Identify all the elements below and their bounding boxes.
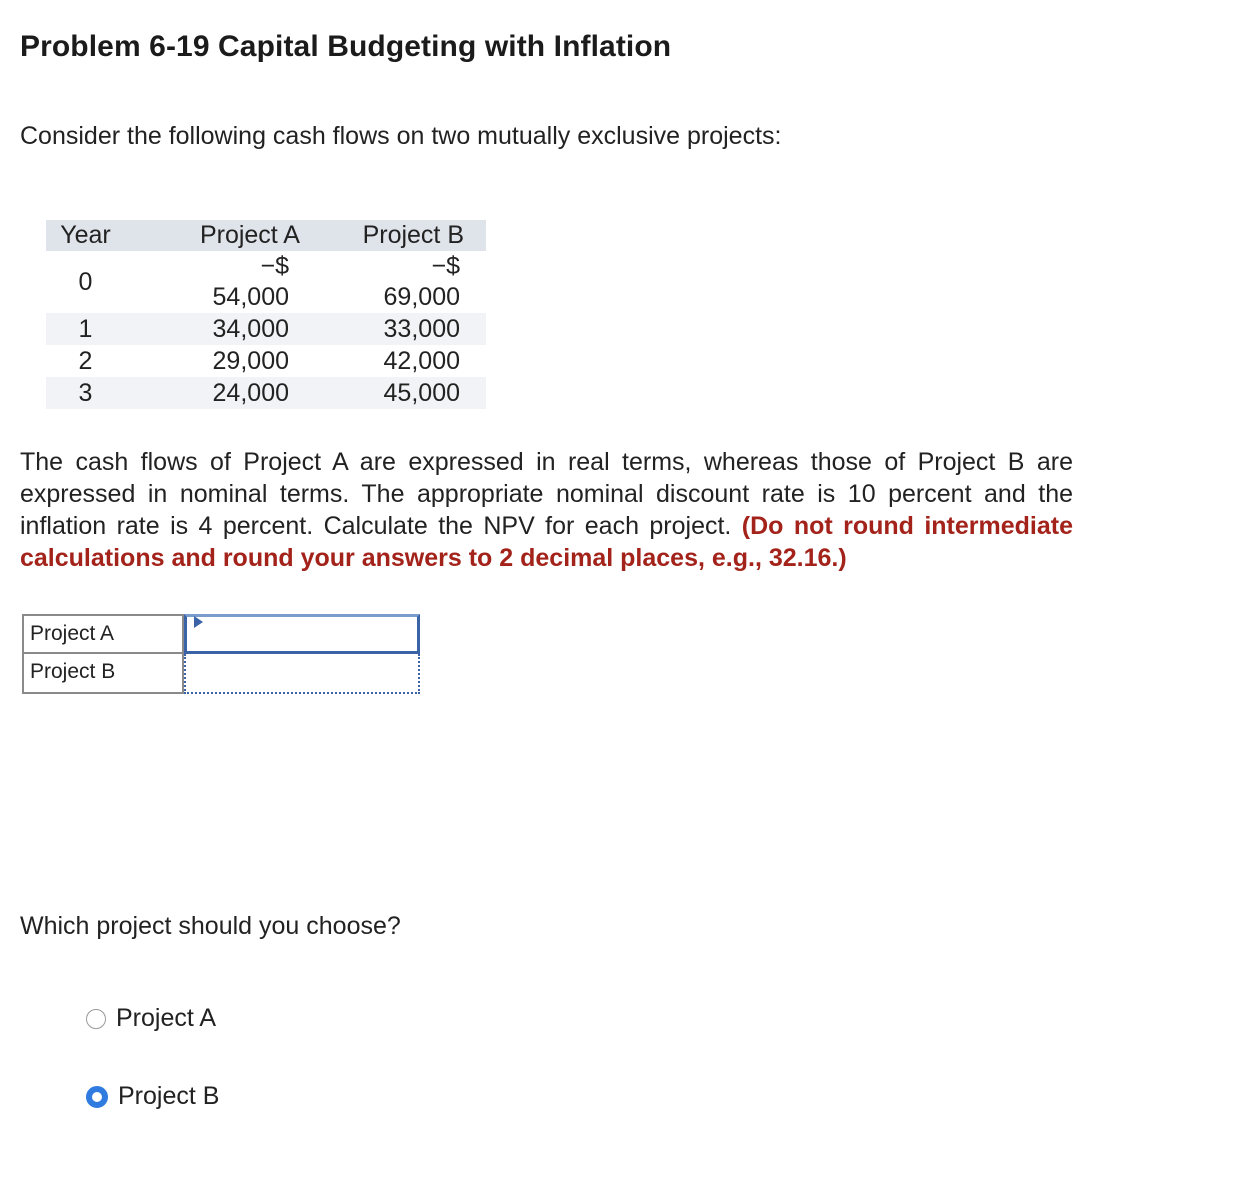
- project-a-cell: [125, 251, 314, 313]
- negative-dollar-prefix: −$: [431, 252, 460, 280]
- table-header-row: [46, 220, 486, 251]
- header-year: Year: [46, 220, 125, 251]
- answer-row: [22, 614, 420, 654]
- paragraph-text: The cash flows of Project A are expressed in real terms, whereas those of Project B are expressed in nominal terms. The appropriate nominal discount rate is 10 percent and the inflation rate is 4 percent. Calculate the NPV for each project.: [20, 448, 1073, 540]
- project-a-value: 54,000: [212, 283, 289, 311]
- project-b-value: 33,000: [314, 313, 486, 345]
- project-b-value: 42,000: [383, 347, 460, 375]
- choice-label[interactable]: Project A: [116, 1004, 217, 1032]
- problem-title: Problem 6-19 Capital Budgeting with Inflation: [20, 30, 672, 63]
- project-a-value: 34,000: [125, 313, 314, 345]
- choice-question: Which project should you choose?: [20, 912, 401, 940]
- table-row: [46, 345, 486, 377]
- project-b-value: 45,000: [314, 377, 486, 409]
- answer-row: [22, 654, 420, 694]
- npv-input-project-a[interactable]: [184, 614, 420, 654]
- npv-input-project-b[interactable]: [184, 654, 420, 694]
- header-project-a: Project A: [125, 220, 314, 251]
- negative-dollar-prefix: −$: [260, 252, 289, 280]
- project-a-value: 24,000: [125, 377, 314, 409]
- choice-label[interactable]: Project B: [118, 1082, 220, 1110]
- year-cell: 1: [46, 313, 125, 345]
- problem-paragraph: [20, 446, 1073, 574]
- choice-project-b[interactable]: [86, 1082, 219, 1111]
- project-b-cell: [314, 251, 486, 313]
- intro-text: Consider the following cash flows on two mutually exclusive projects:: [20, 122, 782, 150]
- radio-unselected-icon[interactable]: [86, 1009, 106, 1029]
- header-project-b: Project B: [314, 220, 486, 251]
- table-row: [46, 251, 486, 313]
- year-cell: 3: [46, 377, 125, 409]
- year-cell: 2: [78, 347, 93, 375]
- npv-answer-table: [22, 614, 420, 694]
- answer-label-project-b: Project B: [22, 654, 184, 694]
- choice-project-a[interactable]: [86, 1004, 216, 1033]
- focus-arrow-icon: [194, 616, 203, 628]
- rounding-hint: (Do not round intermediate calculations and round your answers to 2 decimal places, e.g., 32.16.): [20, 512, 1073, 572]
- table-row: [46, 313, 486, 345]
- project-a-value: 29,000: [212, 347, 289, 375]
- radio-selected-icon[interactable]: [86, 1086, 108, 1108]
- answer-label-project-a: Project A: [22, 614, 184, 654]
- cash-flow-table: [46, 220, 486, 409]
- year-cell: 0: [78, 267, 93, 296]
- table-row: [46, 377, 486, 409]
- project-b-value: 69,000: [383, 283, 460, 311]
